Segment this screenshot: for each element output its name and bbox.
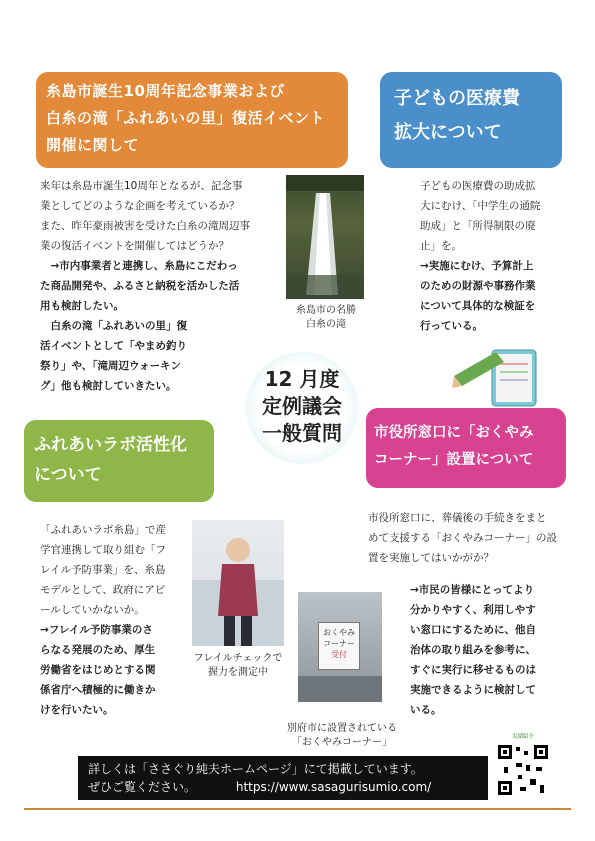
person-illustration (192, 520, 284, 646)
waterfall-caption-line: 白糸の滝 (306, 319, 346, 330)
waterfall-caption-line: 糸島市の名勝 (296, 305, 356, 316)
person-caption (186, 652, 290, 680)
topic1-question-line: 業としてどのような企画を考えているか？ (40, 200, 240, 212)
topic2-answer-line: 行っている。 (420, 320, 483, 332)
bottom-divider (24, 808, 571, 810)
topic2-title-line: 子どもの医療費 (394, 88, 520, 109)
topic3-answer-line: けを行いたい。 (40, 704, 114, 716)
footer-line2-text: ぜひご覧ください。 (88, 780, 197, 794)
topic2-answer-line: →実施にむけ、予算計上 (420, 260, 534, 272)
center-title-badge (246, 352, 358, 464)
topic1-answer-line: た商品開発や、ふるさと納税を活かした活 (40, 280, 240, 292)
center-title-line: 12 月度 (264, 367, 340, 391)
topic4-answer-line: すぐに実行に移せるものは (410, 664, 536, 676)
topic3-answer-line: 係省庁へ積極的に働きか (40, 684, 156, 696)
okuyami-sign-line: 受付 (331, 650, 347, 659)
topic1-title-banner (36, 72, 348, 168)
topic4-question (368, 508, 557, 568)
topic4-question-line: 市役所窓口に、葬儀後の手続きをまと (368, 512, 547, 524)
footer-line2 (88, 778, 478, 796)
topic1-question-line: また、昨年豪雨被害を受けた白糸の滝周辺事 (40, 220, 250, 232)
topic3-question-line: ールしていかないか。 (40, 604, 145, 616)
waterfall-caption (276, 304, 376, 332)
topic4-answer-line: 分かりやすく、利用しやす (410, 604, 536, 616)
topic4-answer-line: い窓口にするために、他自 (410, 624, 536, 636)
topic4-title-banner (366, 408, 566, 488)
topic2-answer-line: のための財源や事務作業 (420, 280, 536, 292)
topic4-question-line: 置を実施してはいかがか？ (368, 552, 494, 564)
topic3-title-banner (24, 420, 214, 502)
topic1-answer-line: グ」他も検討していきたい。 (40, 380, 177, 392)
okuyami-sign-line: コーナー (323, 639, 355, 648)
topic3-title-line: ふれあいラボ活性化 (34, 435, 187, 455)
topic4-question-line: めて支援する「おくやみコーナー」の設 (368, 532, 557, 544)
qr-label: 実績紹介 (511, 734, 534, 740)
topic2-question-line: 子どもの医療費の助成拡 (420, 180, 536, 192)
okuyami-sign-line: おくやみ (323, 628, 355, 637)
footer-notice (78, 756, 488, 800)
topic1-answer-line: 白糸の滝「ふれあいの里」復 (40, 320, 187, 332)
person-photo (192, 520, 284, 646)
topic4-answer-line: →市民の皆様にとってより (410, 584, 535, 596)
okuyami-corner-photo (298, 592, 382, 702)
topic4-answer-line: 実施できるように検討して (410, 684, 536, 696)
topic4-answer-line: 治体の取り組みを参考に、 (410, 644, 536, 656)
topic2-question-line: 止」を。 (420, 240, 462, 252)
topic1-body (40, 176, 250, 396)
topic1-title-line: 糸島市誕生10周年記念事業および (46, 82, 285, 100)
topic4-answer-line: いる。 (410, 704, 442, 716)
topic1-title-line: 開催に関して (46, 136, 140, 154)
topic3-body (40, 520, 166, 720)
qr-code-icon (494, 741, 552, 799)
topic1-question-line: 来年は糸島市誕生10周年となるが、記念事 (40, 180, 243, 192)
topic3-question-line: 「ふれあいラボ糸島」で産 (40, 524, 166, 536)
topic3-answer-line: →フレイル予防事業のさ (40, 624, 153, 636)
topic1-answer-line: 活イベントとして「やまめ釣り (40, 340, 187, 352)
topic1-title-line: 白糸の滝「ふれあいの里」復活イベント (46, 109, 326, 127)
topic4-answer (410, 580, 536, 720)
person-caption-line: 握力を測定中 (208, 667, 268, 678)
okuyami-sign (318, 622, 360, 670)
topic3-answer-line: 労働省をはじめとする関 (40, 664, 156, 676)
okuyami-caption-line: 別府市に設置されている (287, 723, 397, 734)
topic2-title-line: 拡大について (394, 122, 502, 143)
topic3-question-line: 学官連携して取り組む「フ (40, 544, 166, 556)
topic3-question-line: レイル予防事業」を、糸島 (40, 564, 166, 576)
topic2-body (420, 176, 540, 336)
topic1-answer-line: 祭り」や、「滝周辺ウォーキン (40, 360, 182, 372)
okuyami-caption (282, 722, 402, 750)
counter-desk (298, 676, 382, 702)
footer-url-link[interactable]: https://www.sasagurisumio.com/ (235, 780, 432, 794)
topic4-title-line: コーナー」設置について (374, 452, 534, 468)
topic3-question-line: モデルとして、政府にアピ (40, 584, 166, 596)
center-title-line: 一般質問 (262, 421, 342, 445)
topic2-title-banner (380, 72, 562, 168)
topic2-question-line: 大にむけ、「中学生の通院 (420, 200, 541, 212)
waterfall-illustration (286, 175, 364, 299)
qr-code-block[interactable] (494, 734, 552, 800)
topic4-title-line: 市役所窓口に「おくやみ (374, 425, 534, 441)
topic1-question-line: 業の復活イベントを開催してはどうか？ (40, 240, 229, 252)
topic3-answer-line: らなる発展のため、厚生 (40, 644, 156, 656)
pencil-notebook-icon (452, 346, 542, 408)
okuyami-caption-line: 「おくやみコーナー」 (292, 737, 392, 748)
waterfall-photo (286, 175, 364, 299)
person-caption-line: フレイルチェックで (193, 653, 283, 664)
topic1-answer-line: 用も検討したい。 (40, 300, 124, 312)
topic1-answer-line: →市内事業者と連携し、糸島にこだわっ (40, 260, 238, 272)
topic2-question-line: 助成」と「所得制限の廃 (420, 220, 536, 232)
center-title-line: 定例議会 (262, 394, 342, 418)
topic2-answer-line: について具体的な検証を (420, 300, 536, 312)
topic3-title-line: について (34, 465, 102, 485)
footer-line1: 詳しくは「ささぐり純夫ホームページ」にて掲載しています。 (88, 762, 423, 776)
